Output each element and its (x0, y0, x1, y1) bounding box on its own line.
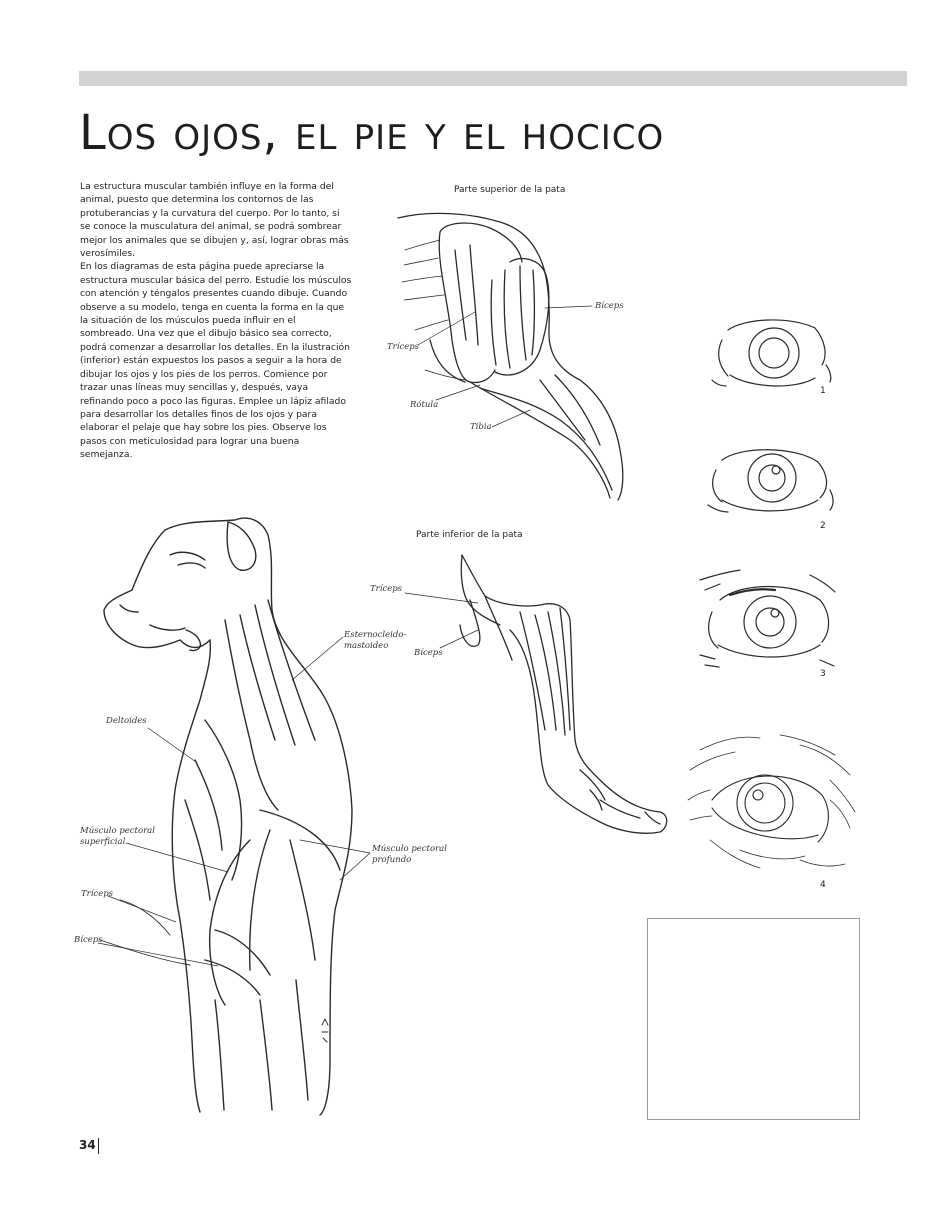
eye-step-3-number: 3 (820, 669, 826, 679)
lower-leg-caption: Parte inferior de la pata (416, 530, 523, 540)
lower-leg-label-biceps: Bíceps (414, 648, 443, 658)
eye-step-3 (700, 570, 835, 667)
blank-frame (647, 918, 860, 1120)
eye-step-1-number: 1 (820, 386, 826, 396)
page-title: Los ojos, el pie y el hocico (79, 105, 665, 161)
upper-leg-caption: Parte superior de la pata (454, 185, 566, 195)
upper-leg-label-tibia: Tibia (470, 422, 492, 432)
dog-label-deltoides: Deltoides (106, 716, 147, 726)
header-rule (79, 71, 907, 86)
dog-label-esternocleidomastoideo: Esternocleido- mastoideo (344, 630, 407, 651)
dog-label-pectoral-superficial: Músculo pectoral superficial (80, 826, 155, 847)
lower-leg-illustration (405, 555, 667, 833)
eye-step-2-number: 2 (820, 521, 826, 531)
body-text (80, 180, 352, 462)
body-paragraph-1: La estructura muscular también influye en la forma del animal, puesto que determina los contornos de las protuberancias y la curvatura del cuerpo. Por lo tanto, si se conoce la musculatura del animal, se podrá sombrear mejor los animales que se dibujen y, así, lograr obras más verosímiles. (80, 181, 349, 260)
eye-step-2 (708, 450, 833, 512)
page-number: 34 (79, 1138, 96, 1152)
dog-label-triceps: Tríceps (81, 889, 114, 899)
upper-leg-label-triceps: Tríceps (387, 342, 420, 352)
eye-step-4 (688, 735, 855, 868)
upper-leg-label-biceps: Bíceps (595, 301, 624, 311)
dog-illustration (98, 518, 370, 1115)
dog-label-biceps: Bíceps (74, 935, 103, 945)
dog-label-pectoral-profundo: Músculo pectoral profundo (372, 844, 447, 865)
lower-leg-label-triceps: Tríceps (370, 584, 403, 594)
eye-step-4-number: 4 (820, 880, 826, 890)
body-paragraph-2: En los diagramas de esta página puede apreciarse la estructura muscular básica del perro. Estudie los músculos con atención y téngalos presentes cuando dibuje. Cuando observe a su modelo, tenga en cuenta la forma en la que la situación de los músculos pueda influir en el sombreado. Una vez que el dibujo básico sea correcto, podrá comenzar a desarrollar los detalles. En la ilustración (inferior) están expuestos los pasos a seguir a la hora de dibujar los ojos y los pies de los perros. Comience por trazar unas líneas muy sencillas y, después, vaya refinando poco a poco las figuras. Emplee un lápiz afilado para desarrollar los detalles finos de los ojos y para elaborar el pelaje que hay sobre los pies. Observe los pasos con meticulosidad para lograr una buena semejanza. (80, 261, 352, 461)
eye-step-1 (712, 320, 831, 386)
upper-leg-illustration (398, 213, 623, 500)
upper-leg-label-rotula: Rótula (410, 400, 439, 410)
folio-divider (98, 1138, 99, 1154)
